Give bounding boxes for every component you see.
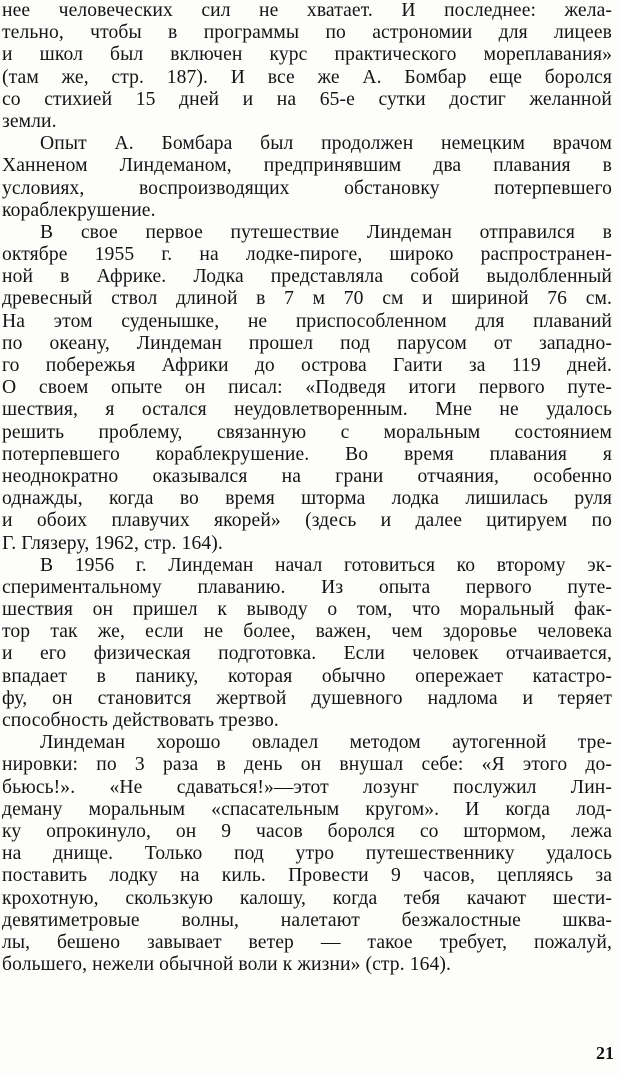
text-line: На этом суденышке, не приспособленном для плаваний [2,310,612,332]
text-line: нее человеческих сил не хватает. И последнее: жела- [2,0,612,21]
text-line: (там же, стр. 187). И все же А. Бомбар еще боролся [2,66,612,88]
text-line: впадает в панику, которая обычно опережает катастро- [2,665,612,687]
body-text [2,0,612,976]
text-line: шествия он пришел к выводу о том, что моральный фак- [2,599,612,621]
text-line: условиях, воспроизводящих обстановку потерпевшего [2,177,612,199]
text-line: тельно, чтобы в программы по астрономии для лицеев [2,22,612,44]
text-line: Ханненом Линдеманом, предпринявшим два плавания в [2,155,612,177]
text-line: деману моральным «спасательным кругом». И когда лод- [2,798,612,820]
text-line: бьюсь!». «Не сдаваться!»—этот лозунг послужил Лин- [2,776,612,798]
text-line: ку опрокинуло, он 9 часов боролся со штормом, лежа [2,820,612,842]
text-line: на днище. Только под утро путешественнику удалось [2,843,612,865]
text-line: по океану, Линдеман прошел под парусом от западно- [2,332,612,354]
text-line: способность действовать трезво. [2,710,279,731]
text-line: Опыт А. Бомбара был продолжен немецким врачом [40,133,612,155]
text-line: октябре 1955 г. на лодке-пироге, широко распространен- [2,244,612,266]
text-line: земли. [2,110,57,132]
text-line: решить проблему, связанную с моральным состоянием [2,421,612,443]
text-line: го побережья Африки до острова Гаити за 119 дней. [2,355,612,376]
text-line: и его физическая подготовка. Если человек отчаивается, [2,643,612,665]
text-line: лы, бешено завывает ветер — такое требует, пожалуй, [2,931,612,953]
text-line: тор так же, если не более, важен, чем здоровье человека [2,621,612,643]
text-line: В 1956 г. Линдеман начал готовиться ко второму эк- [40,554,612,576]
text-line: нировки: по 3 раза в день он внушал себе: «Я этого до- [2,754,612,776]
text-line: поставить лодку на киль. Провести 9 часов, цепляясь за [2,865,612,887]
text-line: со стихией 15 дней и на 65-е сутки достиг желанной [2,88,612,110]
text-line: большего, нежели обычной воли к жизни» (стр. 164). [2,954,452,976]
text-line: кораблекрушение. [2,199,156,221]
text-line: шествия, я остался неудовлетворенным. Мне не удалось [2,399,612,421]
text-line: неоднократно оказывался на грани отчаяния, особенно [2,465,612,487]
text-line: спериментальному плаванию. Из опыта первого путе- [2,576,612,598]
text-line: однажды, когда во время шторма лодка лишилась руля [2,488,612,510]
text-line: девятиметровые волны, налетают безжалостные шква- [2,909,612,931]
text-line: и обоих плавучих якорей» (здесь и далее цитируем по [2,510,612,532]
text-line: потерпевшего кораблекрушение. Во время плавания я [2,443,612,465]
text-line: и школ был включен курс практического мореплавания» [2,44,612,66]
text-line: Г. Глязеру, 1962, стр. 164). [2,532,223,554]
text-line: ной в Африке. Лодка представляла собой выдолбленный [2,266,612,288]
text-line: Линдеман хорошо овладел методом аутогенной тре- [40,732,612,754]
text-line: крохотную, скользкую калошу, когда тебя качают шести- [2,887,612,909]
text-line: древесный ствол длиной в 7 м 70 см и шириной 76 см. [2,288,612,310]
text-line: фу, он становится жертвой душевного надлома и теряет [2,687,612,709]
page-number: 21 [596,1043,614,1063]
text-line: В свое первое путешествие Линдеман отправился в [40,221,612,243]
text-line: О своем опыте он писал: «Подведя итоги первого путе- [2,377,612,399]
